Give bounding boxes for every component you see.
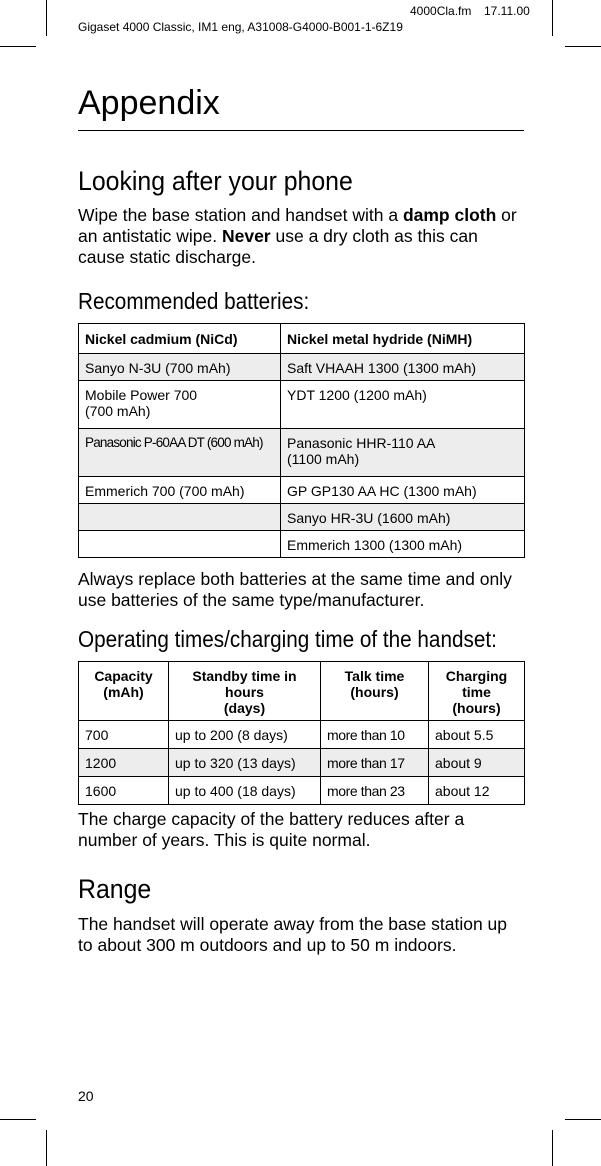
table-cell: 1600 (79, 777, 169, 805)
operating-heading: Operating times/charging time of the handset: (78, 626, 497, 652)
table-row (79, 531, 525, 558)
table-row (79, 777, 525, 805)
table-row (79, 429, 525, 477)
crop-mark (565, 46, 601, 47)
batteries-note: Always replace both batteries at the same time and only use batteries of the same type/manufacturer. (78, 569, 512, 610)
operating-table (78, 661, 525, 805)
header-line: (days) (223, 700, 266, 716)
crop-mark (552, 0, 553, 36)
column-header-talk (321, 662, 429, 721)
crop-mark (565, 1119, 601, 1120)
crop-mark (552, 1130, 553, 1166)
header-line: (hours) (350, 684, 399, 700)
column-header-nicd: Nickel cadmium (NiCd) (79, 324, 281, 354)
header-filename: 4000Cla.fm (410, 4, 472, 18)
table-cell: up to 200 (8 days) (169, 721, 321, 749)
cell-line: Panasonic HHR-110 AA (287, 435, 436, 451)
header-line: Charging (445, 668, 508, 684)
table-cell: Panasonic P-60AA DT (600 mAh) (79, 429, 281, 477)
table-row (79, 504, 525, 531)
table-cell: more than 17 (321, 749, 429, 777)
table-cell: Emmerich 700 (700 mAh) (79, 477, 281, 504)
crop-mark (46, 1130, 47, 1166)
header-line: Capacity (94, 668, 153, 684)
table-cell: up to 320 (13 days) (169, 749, 321, 777)
page-content (78, 82, 524, 956)
header-line: hours (225, 684, 264, 700)
table-cell: 1200 (79, 749, 169, 777)
table-cell: more than 23 (321, 777, 429, 805)
column-header-standby (169, 662, 321, 721)
care-heading: Looking after your phone (78, 166, 353, 196)
operating-note: The charge capacity of the battery reduces after a number of years. This is quite normal. (78, 809, 465, 850)
care-text-bold-1: damp cloth (402, 205, 497, 225)
range-text: The handset will operate away from the base station up to about 300 m outdoors and up to 50 m indoors. (78, 914, 507, 955)
table-cell: 700 (79, 721, 169, 749)
batteries-table (78, 323, 525, 558)
table-cell (79, 381, 281, 429)
column-header-nimh: Nickel metal hydride (NiMH) (281, 324, 525, 354)
table-cell: more than 10 (321, 721, 429, 749)
table-row (79, 477, 525, 504)
crop-mark (0, 1119, 36, 1120)
page-number: 20 (78, 1088, 94, 1104)
page-title: Appendix (78, 82, 524, 131)
crop-mark (0, 46, 36, 47)
header-date: 17.11.00 (484, 4, 530, 18)
table-row (79, 381, 525, 429)
table-header-row (79, 662, 525, 721)
table-cell: about 5.5 (429, 721, 525, 749)
table-row (79, 749, 525, 777)
column-header-charging (429, 662, 525, 721)
header-doc-id: Gigaset 4000 Classic, IM1 eng, A31008-G4000-B001-1-6Z19 (78, 20, 403, 34)
header-line: Standby time in (192, 668, 297, 684)
table-row (79, 721, 525, 749)
cell-line: Mobile Power 700 (85, 387, 198, 403)
header-line: (mAh) (103, 684, 144, 700)
cell-line: (700 mAh) (85, 403, 151, 419)
table-cell: Emmerich 1300 (1300 mAh) (281, 531, 525, 558)
table-header-row (79, 324, 525, 354)
column-header-capacity (79, 662, 169, 721)
table-cell: up to 400 (18 days) (169, 777, 321, 805)
table-cell: Sanyo N-3U (700 mAh) (79, 354, 281, 381)
table-cell: YDT 1200 (1200 mAh) (281, 381, 525, 429)
batteries-heading: Recommended batteries: (78, 288, 310, 314)
header-line: Talk time (344, 668, 405, 684)
header-line: time (462, 684, 491, 700)
range-heading: Range (78, 874, 152, 904)
table-cell (281, 429, 525, 477)
care-text-3: use a dry cloth as this can cause static discharge. (78, 226, 478, 267)
table-cell (79, 531, 281, 558)
care-text (78, 205, 524, 268)
care-text-1: Wipe the base station and handset with a (78, 205, 403, 225)
cell-line: (1100 mAh) (287, 451, 360, 467)
table-cell (79, 504, 281, 531)
care-text-2: or an antistatic wipe. (78, 205, 517, 246)
crop-mark (46, 0, 47, 36)
table-cell: GP GP130 AA HC (1300 mAh) (281, 477, 525, 504)
care-text-bold-2: Never (221, 226, 271, 246)
table-cell: Sanyo HR-3U (1600 mAh) (281, 504, 525, 531)
table-row (79, 354, 525, 381)
header-line: (hours) (452, 700, 501, 716)
table-cell: about 12 (429, 777, 525, 805)
table-cell: about 9 (429, 749, 525, 777)
table-cell: Saft VHAAH 1300 (1300 mAh) (281, 354, 525, 381)
